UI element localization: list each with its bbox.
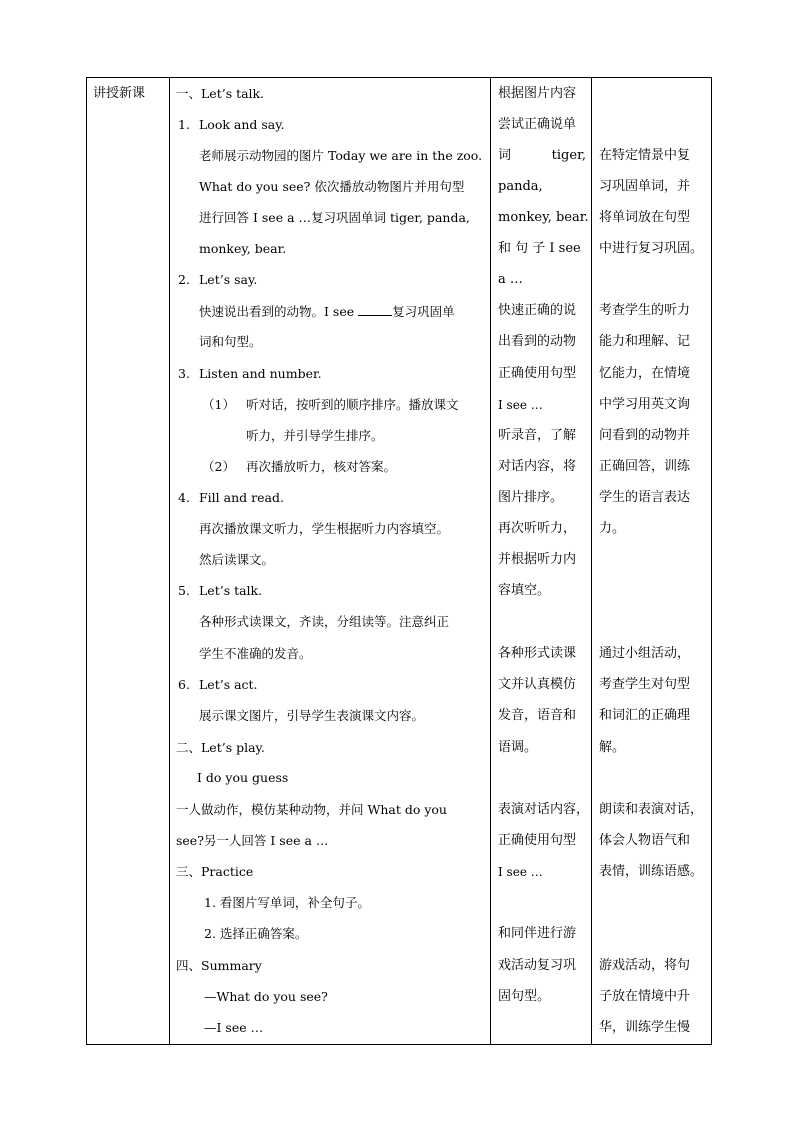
content-line: 然后读课文。 [199,552,275,567]
design-intent [592,78,711,1044]
teaching-content [170,78,490,1044]
intent-line: 中学习用英文询 [599,397,691,412]
practice-item: 2. 选择正确答案。 [204,926,308,941]
step-title: Listen and number. [199,366,322,381]
teaching-content-cell [170,78,491,1045]
step-title: Let’s talk. [199,583,263,598]
activity-line: I see … [498,398,543,412]
step-number: 5. [178,583,190,598]
content-line: 听对话，按听到的顺序排序。播放课文 [246,397,459,412]
table-row [87,78,712,1045]
intent-line: 力。 [599,521,626,536]
practice-item: 1. 看图片写单词，补全句子。 [204,895,370,910]
step-number: 3. [178,366,190,381]
lesson-plan-table [86,77,712,1045]
step-number: 2. [178,272,190,287]
intent-line: 解。 [599,740,626,755]
intent-line: 正确回答，训练 [599,459,691,474]
intent-line: 游戏活动，将句 [599,958,691,973]
activity-line: monkey, bear. [498,210,589,225]
content-line: 各种形式读课文，齐读，分组读等。注意纠正 [199,614,450,629]
activity-line: 快速正确的说 [498,303,577,318]
activity-line: I see … [498,865,543,879]
fill-blank [358,303,392,316]
intent-line: 问看到的动物并 [599,428,691,443]
activity-line: 根据图片内容 [498,86,577,101]
activity-line: panda, [498,179,543,194]
content-line: monkey, bear. [199,241,287,256]
step-title: Let’s act. [199,677,258,692]
step-title: Fill and read. [199,490,284,505]
activity-line: 词 tiger, [498,148,586,163]
summary-line: —I see … [204,1020,264,1035]
intent-line: 中进行复习巩固。 [599,241,704,256]
content-line: see?另一人回答 I see a … [176,833,329,848]
content-line: 再次播放听力，核对答案。 [246,459,397,474]
student-activity-cell [491,78,592,1045]
heading-practice: 三、Practice [176,864,254,879]
content-line: 词和句型。 [199,334,262,349]
intent-line: 忆能力，在情境 [599,366,691,381]
activity-line: 再次听听力， [498,521,577,536]
step-number: 6. [178,677,190,692]
activity-line: 并根据听力内 [498,552,577,567]
activity-line: 对话内容，将 [498,459,577,474]
content-line: 听力，并引导学生排序。 [246,428,384,443]
content-line: 再次播放课文听力，学生根据听力内容填空。 [199,521,450,536]
activity-line: 戏活动复习巩 [498,958,577,973]
activity-line: 尝试正确说单 [498,117,577,132]
activity-line: 发音，语音和 [498,708,577,723]
step-number: 4. [178,490,190,505]
student-activity [491,78,591,1044]
heading-lets-play: 二、Let’s play. [176,740,265,755]
section-cell [87,78,170,1045]
intent-line: 朗读和表演对话， [599,802,704,817]
content-line: 展示课文图片，引导学生表演课文内容。 [199,708,425,723]
content-line: 快速说出看到的动物。I see 复习巩固单 [199,304,455,319]
activity-line: 正确使用句型 [498,833,577,848]
activity-line: 出看到的动物 [498,334,577,349]
content-line: What do you see? 依次播放动物图片并用句型 [199,179,465,194]
intent-line: 通过小组活动， [599,646,691,661]
step-number: 1. [178,117,190,132]
section-label: 讲授新课 [93,86,146,101]
activity-line: a … [498,272,523,287]
intent-line: 体会人物语气和 [599,833,691,848]
activity-line: 文并认真模仿 [498,677,577,692]
activity-line: 语调。 [498,740,538,755]
intent-line: 学生的语言表达 [599,490,691,505]
activity-line: 和同伴进行游 [498,926,577,941]
activity-line: 容填空。 [498,583,551,598]
step-title: Let’s say. [199,272,258,287]
intent-line: 在特定情景中复 [599,148,691,163]
sub-step-number: （1） [202,397,235,412]
heading-lets-talk: 一、Let’s talk. [176,86,265,101]
activity-line: 各种形式读课 [498,646,577,661]
intent-line: 子放在情境中升 [599,989,691,1004]
content-line: 进行回答 I see a …复习巩固单词 tiger, panda, [199,210,470,225]
summary-line: —What do you see? [204,989,328,1004]
activity-line: 和 句 子 I see [498,241,581,256]
intent-line: 考查学生对句型 [599,677,691,692]
design-intent-cell [592,78,712,1045]
intent-line: 将单词放在句型 [599,210,691,225]
heading-summary: 四、Summary [176,958,262,973]
intent-line: 华，训练学生慢 [599,1020,691,1035]
intent-line: 考查学生的听力 [599,303,691,318]
activity-line: 表演对话内容， [498,802,590,817]
intent-line: 能力和理解、记 [599,334,691,349]
content-line: 老师展示动物园的图片 Today we are in the zoo. [199,148,483,163]
step-title: Look and say. [199,117,285,132]
activity-line: 听录音，了解 [498,428,577,443]
game-name: I do you guess [197,770,289,785]
intent-line: 习巩固单词，并 [599,179,691,194]
content-line: 一人做动作，模仿某种动物，并问 What do you [176,802,447,817]
content-line: 学生不准确的发音。 [199,646,312,661]
activity-line: 正确使用句型 [498,366,577,381]
intent-line: 表情，训练语感。 [599,864,704,879]
intent-line: 和词汇的正确理 [599,708,691,723]
activity-line: 图片排序。 [498,490,564,505]
activity-line: 固句型。 [498,989,551,1004]
sub-step-number: （2） [202,459,235,474]
